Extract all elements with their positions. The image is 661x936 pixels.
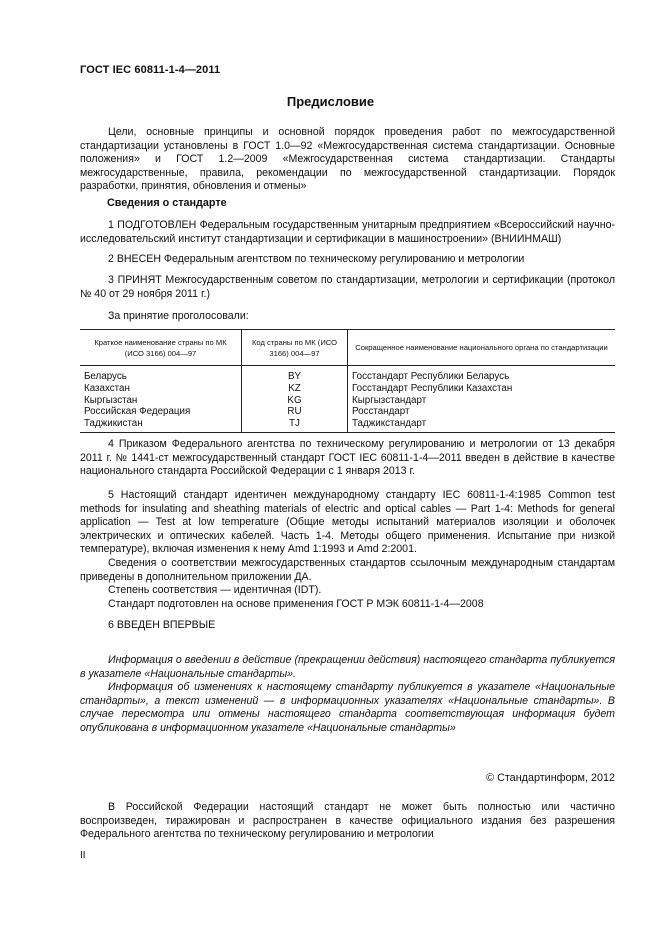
table-header-row	[80, 330, 615, 366]
org-cell: Росстандарт	[348, 406, 616, 418]
table-row	[80, 418, 615, 432]
item-5-note-references: Сведения о соответствии межгосударственных стандартов ссылочным международным стандартам приведены в дополнительном приложении ДА.	[80, 557, 615, 583]
vote-label: За принятие проголосовали:	[108, 310, 249, 322]
code-cell: BY	[242, 366, 348, 383]
table-row	[80, 406, 615, 418]
info-paragraph-2: Информация об изменениях к настоящему стандарту публикуется в указателе «Национальные стандарты», а текст изменений — в информационных указателях «Национальные стандарты». В случае пересмотра или отмены настоящего стандарта соответствующая информация будет опубликована в информационном указателе «Национальные стандарты»	[80, 681, 615, 734]
standard-header: ГОСТ IEC 60811-1-4—2011	[80, 64, 221, 76]
intro-paragraph: Цели, основные принципы и основной порядок проведения работ по межгосударственной стандартизации установлены в ГОСТ 1.0—92 «Межгосударственная система стандартизации. Основные положения» и ГОСТ 1.2—2009 «Межгосударственная система стандартизации. Стандарты межгосударственные, правила, рекомендации по межгосударственной стандартизации. Порядок разработки, принятия, обновления и отмены»	[80, 126, 615, 193]
org-cell: Таджикстандарт	[348, 418, 616, 432]
section-title: Сведения о стандарте	[107, 197, 227, 209]
item-5-note-degree: Степень соответствия — идентичная (IDT).	[108, 584, 322, 596]
page-title: Предисловие	[286, 94, 375, 109]
country-cell: Российская Федерация	[84, 406, 191, 418]
code-cell: KZ	[242, 383, 348, 395]
org-cell: Госстандарт Республики Казахстан	[348, 383, 616, 395]
table-header-code: Код страны по МК (ИСО 3166) 004—97	[242, 330, 348, 366]
country-cell: Казахстан	[84, 382, 130, 394]
code-cell: RU	[242, 406, 348, 418]
item-6-introduced: 6 ВВЕДЕН ВПЕРВЫЕ	[108, 619, 216, 631]
code-cell: TJ	[242, 418, 348, 432]
country-cell: Кыргызстан	[84, 394, 138, 406]
item-4-order: 4 Приказом Федерального агентства по техническому регулированию и метрологии от 13 декабря 2011 г. № 1441-ст межгосударственный стандарт ГОСТ IEC 60811-1-4—2011 введен в действие в качестве национального стандарта Российской Федерации с 1 января 2013 г.	[80, 438, 615, 478]
country-cell: Беларусь	[84, 371, 127, 382]
table-row	[80, 395, 615, 407]
org-cell: Госстандарт Республики Беларусь	[348, 366, 616, 383]
table-header-org: Сокращенное наименование национального органа по стандартизации	[348, 330, 616, 366]
code-cell: KG	[242, 395, 348, 407]
table-header-country: Краткое наименование страны по МК (ИСО 3166) 004—97	[80, 330, 242, 366]
legal-notice: В Российской Федерации настоящий стандарт не может быть полностью или частично воспроизведен, тиражирован и распространен в качестве официального издания без разрешения Федерального агентства по техническому регулированию и метрологии	[80, 801, 615, 841]
voting-table	[80, 329, 615, 433]
table-row	[80, 383, 615, 395]
info-paragraph-1: Информация о введении в действие (прекращении действия) настоящего стандарта публикуется в указателе «Национальные стандарты».	[80, 654, 615, 680]
item-1-prepared: 1 ПОДГОТОВЛЕН Федеральным государственным унитарным предприятием «Всероссийский научно-исследовательский институт стандартизации и сертификации в машиностроении» (ВНИИНМАШ)	[80, 219, 615, 245]
item-5-note-basis: Стандарт подготовлен на основе применения ГОСТ Р МЭК 60811-1-4—2008	[108, 598, 484, 610]
item-2-submitted: 2 ВНЕСЕН Федеральным агентством по техническому регулированию и метрологии	[108, 253, 525, 265]
org-cell: Кыргызстандарт	[348, 395, 616, 407]
page-number: II	[80, 850, 86, 861]
item-5-identical: 5 Настоящий стандарт идентичен международному стандарту IEC 60811-1-4:1985 Common test methods for insulating and sheathing materials of electric and optical cables — Part 1-4: Methods for general application — Test at low temperature (Общие методы испытаний материалов изоляции и оболочек электрических и оптических кабелей. Часть 1-4. Методы общего применения. Испытание при низкой температуре), включая изменения к нему Amd 1:1993 и Amd 2:2001.	[80, 489, 615, 556]
country-cell: Таджикистан	[80, 418, 242, 432]
item-3-adopted: 3 ПРИНЯТ Межгосударственным советом по стандартизации, метрологии и сертификации (протокол № 40 от 29 ноября 2011 г.)	[80, 274, 615, 300]
table-row	[80, 366, 615, 383]
copyright-line: © Стандартинформ, 2012	[486, 772, 615, 784]
